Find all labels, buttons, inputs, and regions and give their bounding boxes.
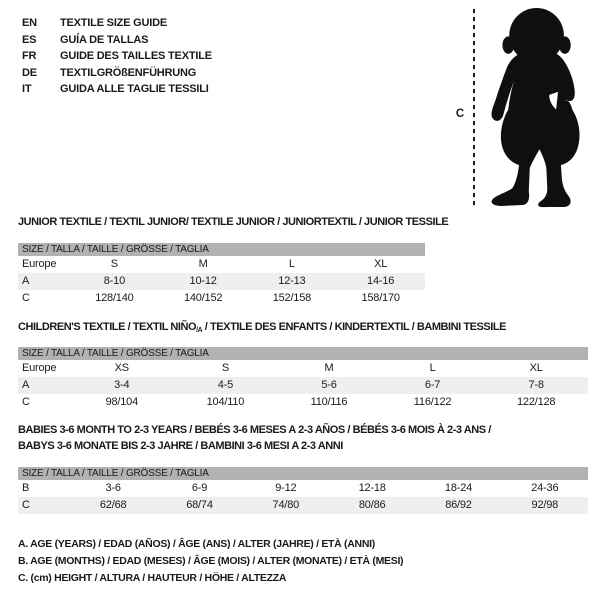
- height-cell: 74/80: [272, 499, 300, 511]
- age-cell: 3-6: [105, 482, 121, 494]
- height-cell: 92/98: [531, 499, 559, 511]
- baby-silhouette-icon: [481, 2, 598, 212]
- age-cell: 8-10: [103, 275, 125, 287]
- children-size-table: [18, 347, 588, 411]
- height-measure-label: C: [455, 108, 465, 120]
- size-header-bar: SIZE / TALLA / TAILLE / GRÖSSE / TAGLIA: [18, 347, 588, 360]
- row-label: A: [22, 379, 30, 391]
- table-row-age-years: [18, 273, 425, 290]
- size-cell: XL: [374, 258, 388, 270]
- height-cell: 62/68: [99, 499, 127, 511]
- row-label: C: [22, 499, 30, 511]
- language-row-fr: [22, 48, 212, 65]
- babies-size-table: [18, 467, 588, 514]
- babies-section-title: [18, 423, 491, 454]
- legend-note-c: C. (cm) HEIGHT / ALTURA / HAUTEUR / HÖHE / ALTEZZA: [18, 572, 287, 584]
- age-cell: 3-4: [114, 379, 130, 391]
- height-cell: 140/152: [183, 292, 223, 304]
- babies-title-line2: BABYS 3-6 MONATE BIS 2-3 JAHRE / BAMBINI 3-6 MESI A 2-3 ANNI: [18, 439, 343, 452]
- height-cell: 116/122: [413, 396, 452, 408]
- age-cell: 10-12: [189, 275, 217, 287]
- children-title-prefix: CHILDREN'S TEXTILE / TEXTIL NIÑO: [18, 321, 197, 333]
- language-row-en: [22, 15, 212, 32]
- children-title-subscript: /A: [196, 327, 203, 334]
- age-cell: 7-8: [528, 379, 544, 391]
- guide-title: TEXTILE SIZE GUIDE: [60, 17, 168, 29]
- height-cell: 68/74: [186, 499, 213, 511]
- row-label: B: [22, 482, 30, 494]
- language-title-list: [22, 15, 212, 98]
- size-cell: M: [198, 258, 208, 270]
- height-measure-dashed-line: [473, 9, 475, 207]
- row-label: C: [22, 396, 30, 408]
- table-row-europe: [18, 360, 588, 377]
- guide-title: GUIDA ALLE TAGLIE TESSILI: [60, 83, 209, 95]
- language-code: ES: [22, 33, 37, 46]
- table-row-height-cm: [18, 290, 425, 307]
- size-cell: L: [429, 362, 436, 374]
- age-cell: 24-36: [531, 482, 559, 494]
- legend-note-a: A. AGE (YEARS) / EDAD (AÑOS) / ÂGE (ANS) / ALTER (JAHRE) / ETÀ (ANNI): [18, 538, 375, 550]
- table-row-height-cm: [18, 497, 588, 514]
- age-cell: 6-7: [424, 379, 441, 391]
- size-cell: L: [288, 258, 295, 270]
- size-cell: M: [324, 362, 334, 374]
- guide-title: TEXTILGRÖßENFÜHRUNG: [60, 66, 197, 79]
- age-cell: 9-12: [275, 482, 297, 494]
- size-header-bar: SIZE / TALLA / TAILLE / GRÖSSE / TAGLIA: [18, 243, 425, 256]
- age-cell: 18-24: [444, 482, 473, 494]
- height-cell: 110/116: [310, 396, 348, 408]
- size-cell: XL: [529, 362, 543, 374]
- size-cell: S: [221, 362, 229, 374]
- age-cell: 14-16: [367, 275, 395, 287]
- guide-title: GUIDE DES TAILLES TEXTILE: [60, 50, 212, 62]
- size-cell: S: [110, 258, 118, 270]
- height-cell: 98/104: [105, 396, 139, 408]
- guide-title: GUÍA DE TALLAS: [60, 33, 149, 46]
- age-cell: 12-13: [278, 275, 306, 287]
- children-title-suffix: / TEXTILE DES ENFANTS / KINDERTEXTIL / BAMBINI TESSILE: [202, 321, 507, 333]
- height-cell: 86/92: [445, 499, 472, 511]
- legend-notes: [18, 536, 403, 587]
- size-header-bar: SIZE / TALLA / TAILLE / GRÖSSE / TAGLIA: [18, 467, 588, 480]
- age-cell: 6-9: [191, 482, 208, 494]
- size-cell: XS: [114, 362, 129, 374]
- legend-note-b: B. AGE (MONTHS) / EDAD (MESES) / ÂGE (MOIS) / ALTER (MONATE) / ETÀ (MESI): [18, 555, 404, 567]
- language-code: EN: [22, 17, 37, 29]
- language-row-es: [22, 32, 212, 49]
- language-code: FR: [22, 50, 37, 62]
- junior-section-title: JUNIOR TEXTILE / TEXTIL JUNIOR/ TEXTILE JUNIOR / JUNIORTEXTIL / JUNIOR TESSILE: [18, 216, 449, 228]
- table-row-europe: [18, 256, 425, 273]
- row-label: C: [22, 292, 30, 304]
- height-cell: 128/140: [95, 292, 134, 304]
- junior-size-table: [18, 243, 425, 307]
- table-row-age-years: [18, 377, 588, 394]
- height-cell: 104/110: [206, 396, 245, 408]
- row-label: A: [22, 275, 30, 287]
- babies-title-line1: BABIES 3-6 MONTH TO 2-3 YEARS / BEBÉS 3-6 MESES A 2-3 AÑOS / BÉBÉS 3-6 MOIS À 2-3 ANS /: [18, 424, 491, 436]
- table-row-height-cm: [18, 394, 588, 411]
- table-row-age-months: [18, 480, 588, 497]
- language-code: IT: [22, 83, 32, 95]
- children-section-title: [18, 320, 506, 338]
- language-code: DE: [22, 66, 37, 79]
- age-cell: 4-5: [217, 379, 234, 391]
- row-label: Europe: [22, 362, 57, 374]
- age-cell: 12-18: [358, 482, 386, 494]
- height-cell: 80/86: [358, 499, 386, 511]
- language-row-de: [22, 65, 212, 82]
- row-label: Europe: [22, 258, 57, 270]
- height-cell: 152/158: [272, 292, 312, 304]
- height-cell: 122/128: [516, 396, 556, 408]
- age-cell: 5-6: [321, 379, 337, 391]
- height-cell: 158/170: [361, 292, 400, 304]
- language-row-it: [22, 81, 212, 98]
